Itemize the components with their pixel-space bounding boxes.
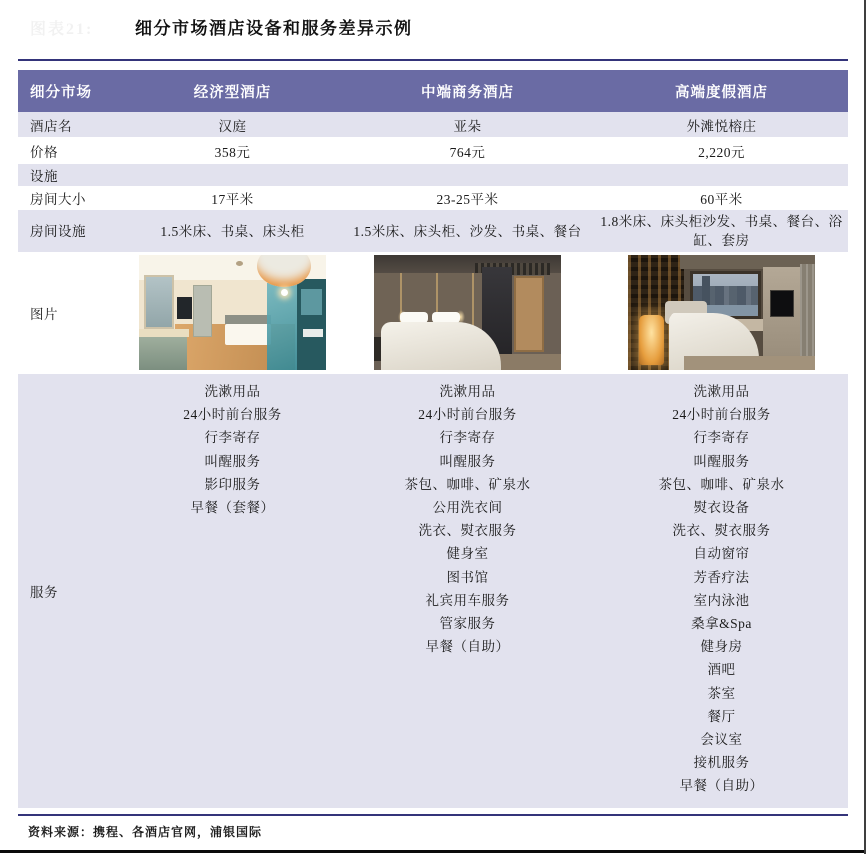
hotel-name-economy: 汉庭: [218, 118, 247, 134]
empty-cell: [595, 164, 848, 186]
footer-rule: [18, 814, 848, 816]
table-row-room-facilities: [18, 209, 848, 252]
services-midscale: [340, 374, 595, 808]
services-economy: [125, 374, 340, 808]
photo-detail: [225, 324, 271, 345]
price-luxury: 2,220元: [698, 144, 745, 160]
service-item: 洗漱用品: [204, 384, 261, 399]
photo-detail: [684, 356, 815, 370]
service-item: 行李寄存: [693, 430, 750, 446]
service-item: 叫醒服务: [204, 453, 261, 469]
service-item: 早餐（套餐）: [190, 500, 275, 516]
midscale-hotel-room-photo: [374, 255, 561, 370]
service-item: 健身房: [700, 639, 743, 655]
room-facilities-luxury: 1.8米床、床头柜沙发、书桌、餐台、浴缸、套房: [600, 214, 843, 248]
service-item: 行李寄存: [204, 430, 261, 446]
photo-detail: [303, 329, 323, 337]
table-row-services: [18, 373, 848, 809]
photo-detail: [139, 329, 189, 337]
figure-number-label: 图表21:: [30, 21, 94, 38]
empty-cell: [340, 164, 595, 186]
photo-detail: [267, 283, 297, 370]
service-item: 室内泳池: [693, 592, 750, 608]
photo-detail: [139, 337, 187, 370]
service-item: 洗衣、熨衣服务: [672, 523, 771, 539]
section-label: 设施: [30, 169, 58, 184]
photo-detail: [236, 261, 243, 266]
service-item: 茶包、咖啡、矿泉水: [658, 476, 785, 492]
service-item: 24小时前台服务: [183, 407, 282, 423]
economy-hotel-room-photo: [139, 255, 326, 370]
services-luxury: [595, 374, 848, 808]
photo-detail: [514, 276, 544, 352]
table-row-hotel-name: [18, 112, 848, 138]
service-item: 桑拿&Spa: [691, 616, 752, 632]
service-item: 接机服务: [693, 755, 750, 771]
room-facilities-midscale: 1.5米床、床头柜、沙发、书桌、餐台: [353, 223, 582, 239]
table-row-photos: [18, 252, 848, 373]
table-row-price: [18, 138, 848, 163]
photo-detail: [301, 289, 322, 315]
price-midscale: 764元: [449, 144, 486, 160]
row-label: 房间大小: [30, 192, 86, 207]
service-item: 图书馆: [446, 569, 489, 585]
service-item: 管家服务: [439, 616, 496, 632]
photo-detail: [177, 297, 192, 319]
row-label: 房间设施: [30, 223, 86, 239]
page-title: 细分市场酒店设备和服务差异示例: [135, 19, 413, 38]
photo-cell-midscale: [340, 252, 595, 373]
luxury-hotel-room-photo: [628, 255, 815, 370]
service-item: 早餐（自助）: [679, 778, 764, 794]
hotel-segment-table: [18, 70, 848, 809]
service-item: 公用洗衣间: [432, 500, 503, 516]
price-economy: 358元: [214, 144, 251, 160]
photo-detail: [639, 315, 663, 366]
empty-cell: [125, 164, 340, 186]
service-item: 自动窗帘: [693, 546, 750, 562]
service-item: 礼宾用车服务: [425, 592, 510, 608]
service-item: 芳香疗法: [693, 569, 750, 585]
header-economy: 经济型酒店: [193, 84, 272, 101]
photo-cell-economy: [125, 252, 340, 373]
header-midscale: 中端商务酒店: [421, 84, 514, 101]
service-item: 叫醒服务: [693, 453, 750, 469]
service-item: 洗漱用品: [693, 384, 750, 399]
header-luxury: 高端度假酒店: [675, 84, 768, 101]
table-row-room-size: [18, 187, 848, 209]
hotel-name-midscale: 亚朵: [453, 118, 482, 134]
photo-detail: [800, 264, 815, 363]
room-size-midscale: 23-25平米: [436, 192, 499, 207]
service-item: 行李寄存: [439, 430, 496, 446]
photo-detail: [193, 285, 212, 337]
photo-cell-luxury: [595, 252, 848, 373]
row-label: 酒店名: [30, 118, 72, 134]
service-item: 熨衣设备: [693, 500, 750, 516]
service-item: 会议室: [700, 732, 743, 748]
photo-detail: [144, 275, 174, 329]
room-facilities-economy: 1.5米床、书桌、床头柜: [160, 223, 305, 239]
service-item: 茶包、咖啡、矿泉水: [404, 476, 531, 492]
service-item: 24小时前台服务: [672, 407, 771, 423]
header-segment: 细分市场: [30, 84, 92, 101]
bottom-border-line: [0, 850, 866, 853]
photo-detail: [770, 290, 794, 318]
service-item: 健身室: [446, 546, 489, 562]
service-item: 茶室: [707, 685, 736, 701]
hotel-name-luxury: 外滩悦榕庄: [686, 118, 757, 134]
service-item: 洗漱用品: [439, 384, 496, 399]
table-header-row: [18, 70, 848, 112]
row-label: 图片: [30, 306, 58, 322]
service-item: 24小时前台服务: [418, 407, 517, 423]
room-size-economy: 17平米: [211, 192, 254, 207]
top-rule: [18, 59, 848, 61]
service-item: 叫醒服务: [439, 453, 496, 469]
source-note: 资料来源：携程、各酒店官网，浦银国际: [28, 825, 263, 839]
row-label: 价格: [30, 144, 58, 160]
service-item: 洗衣、熨衣服务: [418, 523, 517, 539]
service-item: 酒吧: [707, 662, 736, 678]
photo-detail: [225, 315, 271, 324]
service-item: 影印服务: [204, 476, 261, 492]
service-item: 早餐（自助）: [425, 639, 510, 655]
table-row-facilities-section: [18, 163, 848, 187]
room-size-luxury: 60平米: [700, 192, 743, 207]
photo-detail: [281, 289, 288, 296]
row-label: 服务: [30, 585, 58, 600]
service-item: 餐厅: [707, 708, 736, 724]
